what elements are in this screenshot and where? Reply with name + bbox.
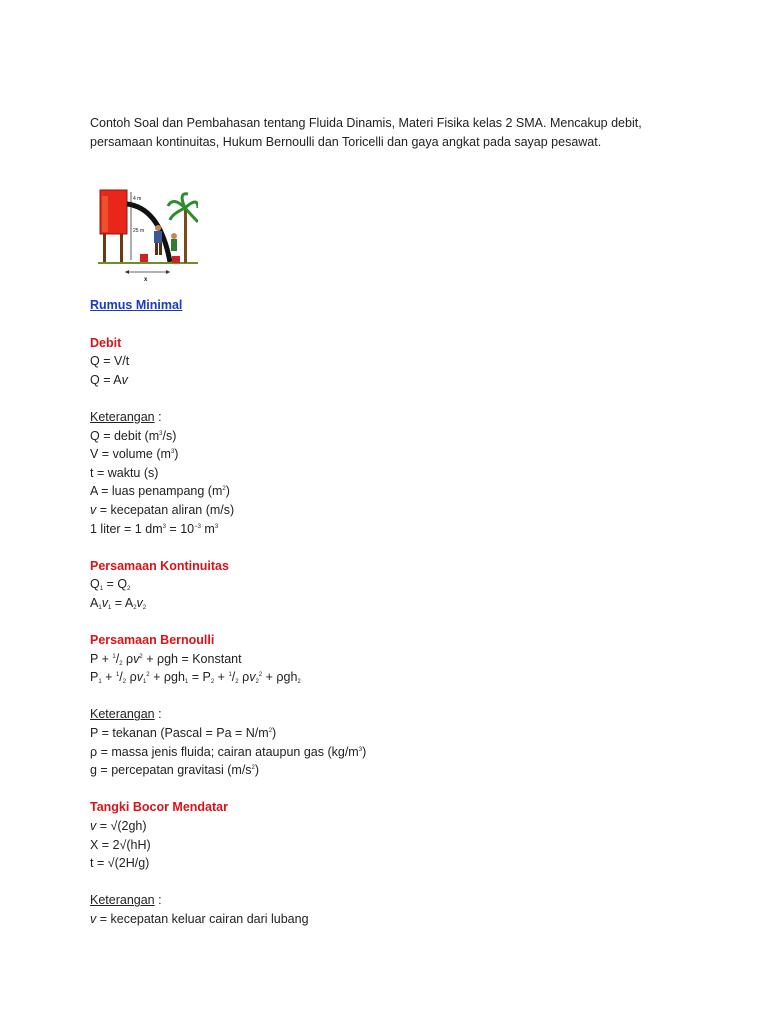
- tangki-formula-3: t = √(2H/g): [90, 856, 150, 871]
- def-density: ρ = massa jenis fluida; cairan ataupun gas $(kg/m^3)$: [90, 744, 367, 759]
- def-velocity: v = kecepatan aliran (m/s): [90, 502, 235, 517]
- label-4m: 4 m: [133, 196, 142, 202]
- keterangan-1: Keterangan :: [90, 409, 162, 424]
- tangki-formula-1: v = √(2gh): [90, 819, 147, 834]
- label-25m: 25 m: [133, 228, 145, 234]
- bernoulli-formula-1: $P + ^1/_2$ $\rho v^2 + \rho gh$ = Konstant: [90, 651, 242, 667]
- document-body: [90, 114, 690, 929]
- tangki-formula-2: X = 2√(hH): [90, 837, 151, 852]
- tank-diagram: [98, 188, 198, 288]
- kontinuitas-formula-2: $A_1v_1 = A_2v_2$: [90, 595, 147, 611]
- keterangan-3: Keterangan :: [90, 893, 162, 908]
- def-v: V = volume $(m^3)$: [90, 447, 179, 462]
- def-pressure: P = tekanan (Pascal = $Pa = N/m^2$): [90, 726, 277, 741]
- debit-heading: Debit: [90, 335, 122, 350]
- rumus-minimal-link[interactable]: Rumus Minimal: [90, 298, 183, 312]
- def-a: A = luas penampang $(m^2)$: [90, 484, 230, 499]
- kontinuitas-heading: Persamaan Kontinuitas: [90, 558, 229, 573]
- def-q: Q = debit $(m^3/s)$: [90, 428, 177, 443]
- bernoulli-formula-2: $P_1 + ^1/_2$ $\rho v_1^2 + \rho gh_1 = P_2 + ^1/_2$ $\rho v_2^2 + \rho gh_2$: [90, 670, 301, 686]
- intro-paragraph: Contoh Soal dan Pembahasan tentang Fluida Dinamis, Materi Fisika kelas 2 SMA. Mencakup debit, persamaan kontinuitas, Hukum Bernoulli dan Toricelli dan gaya angkat pada sayap pesawat.: [90, 116, 642, 149]
- keterangan-2: Keterangan :: [90, 707, 162, 722]
- def-exit-velocity: v = kecepatan keluar cairan dari lubang: [90, 912, 309, 926]
- def-liter: 1 liter = 1 $dm^3 = 10^{-3}$ $m^3$: [90, 521, 219, 536]
- def-t: t = waktu (s): [90, 465, 159, 480]
- debit-formula-2: Q = Av: [90, 372, 128, 387]
- kontinuitas-formula-1: $Q_1 = Q_2$: [90, 577, 131, 593]
- label-x: x: [144, 277, 148, 283]
- debit-formula-1: Q = V/t: [90, 354, 130, 369]
- def-gravity: g = percepatan gravitasi $(m/s^2)$: [90, 763, 260, 778]
- tangki-heading: Tangki Bocor Mendatar: [90, 800, 228, 815]
- leaking-tank-illustration: [98, 188, 198, 288]
- bernoulli-heading: Persamaan Bernoulli: [90, 633, 215, 648]
